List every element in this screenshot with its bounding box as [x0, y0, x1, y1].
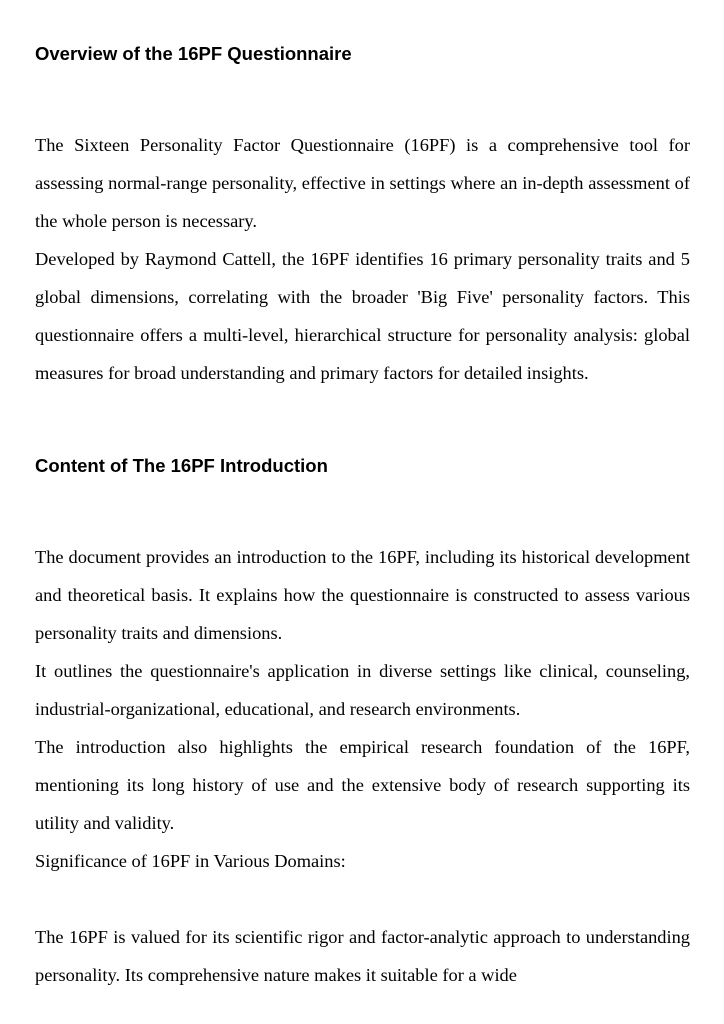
paragraph-truncated: The 16PF is valued for its scientific rigor and factor-analytic approach to understanding personality. Its comprehensive nature makes it suitable for a wide — [35, 927, 690, 985]
section-heading-overview: Overview of the 16PF Questionnaire — [35, 43, 352, 64]
subheading-paragraph: Significance of 16PF in Various Domains: — [35, 851, 346, 871]
paragraph: The document provides an introduction to the 16PF, including its historical development and theoretical basis. It explains how the questionnaire is constructed to assess various personality traits and dimensions. — [35, 547, 690, 643]
paragraph: Developed by Raymond Cattell, the 16PF identifies 16 primary personality traits and 5 global dimensions, correlating with the broader 'Big Five' personality factors. This questionnaire offers a multi-level, hierarchical structure for personality analysis: global measures for broad understanding and primary factors for detailed insights. — [35, 249, 690, 383]
paragraph: The introduction also highlights the empirical research foundation of the 16PF, mentioning its long history of use and the extensive body of research supporting its utility and validity. — [35, 737, 690, 833]
paragraph: The Sixteen Personality Factor Questionnaire (16PF) is a comprehensive tool for assessing normal-range personality, effective in settings where an in-depth assessment of the whole person is necessary. — [35, 135, 690, 231]
section-heading-content: Content of The 16PF Introduction — [35, 455, 328, 476]
paragraph: It outlines the questionnaire's application in diverse settings like clinical, counseling, industrial-organizational, educational, and research environments. — [35, 661, 690, 719]
